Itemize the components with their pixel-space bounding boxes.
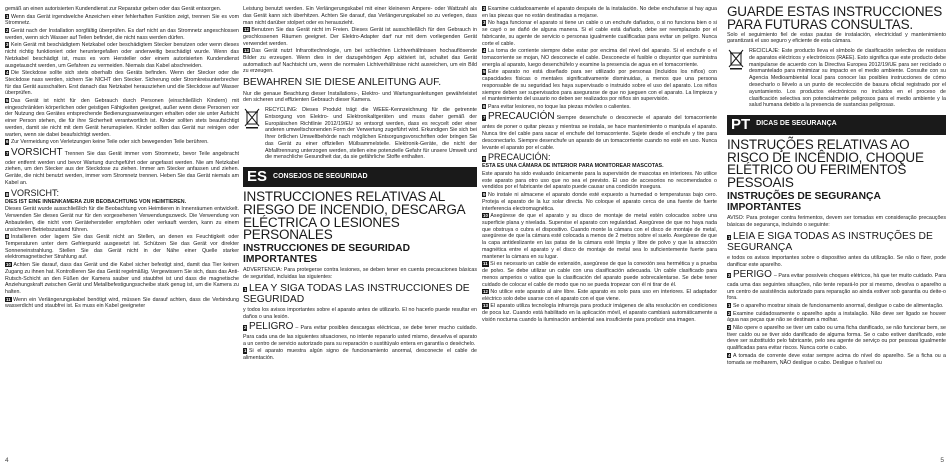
paragraph: 11 Wenn ein Verlängerungskabel benötigt wird, müssen Sie darauf achten, dass die Verbindung wasserdicht und staubfrei ist. Es muss ein Kabel geeigneter xyxy=(5,296,239,310)
page-number-left: 4 xyxy=(5,457,9,464)
step-badge: 8 xyxy=(483,156,486,162)
warning-vorsicht: 7 VORSICHT Trennen Sie das Gerät immer vom Stromnetz, bevor Teile angebracht oder entfernt werden und bevor Wartung durchgeführt oder angefasst werden. Nie am Netzkabel ziehen, um den Stecker aus der Steckdose zu ziehen. Immer am Stecker anfassen und ziehen. Geräte, die nicht benutzt werden, immer vom Stromnetz trennen. Heben Sie das Gerät niemals am Kabel an. xyxy=(5,146,239,186)
column-spanish-portuguese xyxy=(727,6,946,367)
paragraph: 4 La toma de corriente siempre debe estar por encima del nivel del aparato. Si el enchufe o el tomacorriente se mojan, NO desconecte el cable. Desconecte el fusible o disyuntor que suministra energía al aparato, luego desenchúfelo y examine la presencia de agua en el tomacorriente. xyxy=(482,48,717,68)
language-code: ES xyxy=(247,168,268,186)
step-badge: 3 xyxy=(483,20,486,26)
step-badge: 9 xyxy=(6,234,9,240)
step-badge: 1 xyxy=(244,348,247,354)
step-badge: 13 xyxy=(483,303,488,309)
paragraph: 3 Não opere o aparelho se tiver um cabo ou uma ficha danificado, se não funcionar bem, se tiver caído ou se tiver sido danificado de alguma forma. Se o cabo estiver danificado, este deve ser substituído pelo fabricante, pelo seu agente de serviço ou por pessoas igualmente qualificadas para evitar riscos. Nunca corte o cabo. xyxy=(727,324,946,352)
section-subtitle: INSTRUCCIONES DE SEGURIDAD IMPORTANTES xyxy=(243,243,411,266)
step-badge: 10 xyxy=(6,262,11,268)
keep-instructions-heading: BEWAHREN SIE DIESE ANLEITUNG AUF. xyxy=(243,77,442,89)
step-badge: 6 xyxy=(483,103,486,109)
paragraph: Nur die genaue Beachtung dieser Installations-, Elektro- und Wartungsanleitungen gewährleistet den sicheren und effizienten Gebrauch dieser Kamera. xyxy=(243,90,477,104)
keep-instructions-heading: GUARDE ESTAS INSTRUCCIONES PARA FUTURAS CONSULTAS. xyxy=(727,4,943,32)
step-badge: 12 xyxy=(244,27,249,33)
read-follow-heading: 1 LEIA E SIGA TODAS AS INSTRUÇÕES DE SEGURANÇA xyxy=(727,230,933,253)
page-number-right: 5 xyxy=(940,457,944,464)
step-badge: 2 xyxy=(244,325,247,331)
caution-paragraph: 7 PRECAUCIÓN Siempre desenchufe o desconecte el aparato del tomacorriente antes de poner o quitar piezas y mientras se instala, se hace mantenimiento o manipula el aparato. Nunca tire del cable para sacar el enchufe del tomacorriente. Sujete desde el enchufe y tire para desconectarlo. Siempre desenchufe un aparato de un tomacorriente cuando no esté en uso. Nunca levante el aparato por el cable. xyxy=(482,111,717,151)
step-badge: 1 xyxy=(244,286,247,292)
paragraph: 2 Gerät nach der Installation sorgfältig überprüfen. Es darf nicht an das Stromnetz angeschlossen werden, wenn sich Wasser auf Teilen befindet, die nicht nass werden dürfen. xyxy=(5,27,239,41)
step-badge: 1 xyxy=(728,303,731,309)
step-badge: 3 xyxy=(6,42,9,48)
step-badge: 5 xyxy=(6,97,9,103)
paragraph: 13 El aparato utiliza tecnología infrarroja para producir imágenes de alta resolución en condiciones de poca luz. Cuando está habilitado en la aplicación móvil, el aparato cambiará automáticamente a visión nocturna cuando la iluminación ambiental sea insuficiente para producir una imagen. xyxy=(482,303,717,323)
column-german xyxy=(5,6,239,311)
paragraph: 13 Das Gerät nutzt Infrarottechnologie, um bei schlechten Lichtverhältnissen hochauflösende Bilder zu erzeugen. Wenn dies in der dazugehörigen App aktiviert ist, schaltet das Gerät automatisch auf Nachtsicht um, wenn die normalen Lichtverhältnisse nicht ausreichen, um ein Bild zu erzeugen. xyxy=(243,48,477,75)
step-badge: 1 xyxy=(6,13,9,19)
recycling-notice xyxy=(727,48,946,110)
caution-subheading: DIES IST EINE INNENKAMERA ZUR BEOBACHTUNG VON HEIMTIEREN. xyxy=(5,198,187,205)
step-badge: 4 xyxy=(483,48,486,54)
step-badge: 4 xyxy=(728,352,731,358)
section-title: DICAS DE SEGURANÇA xyxy=(756,120,837,128)
step-badge: 1 xyxy=(728,234,731,240)
read-follow-heading: 1 LEA Y SIGA TODAS LAS INSTRUCCIONES DE SEGURIDAD xyxy=(243,282,470,305)
section-subtitle: INSTRUÇÕES DE SEGURANÇA IMPORTANTES xyxy=(727,191,881,213)
recycling-text: RECICLAJE: Este producto lleva el símbolo de clasificación selectiva de residuos de aparatos eléctricos y electrónicos (RAEE). Esto significa que este producto debe manipularse de acuerdo con la Directiva Europea 2012/19/UE para ser reciclado o desmantelado para minimizar su impacto en el medio ambiente. Consulte con su Agencia Medioambiental local para conocer las posibles instrucciones de cómo desecharlo o llévelo a un punto de recolección de basura oficial registrado por el ayuntamiento. Los productos electrónicos no incluidos en el proceso de clasificación selectiva son potencialmente peligrosos para el medio ambiente y la salud humana debido a la presencia de sustancias peligrosas. xyxy=(749,48,946,109)
step-badge: 11 xyxy=(483,261,488,267)
paragraph: 1 Si el aparato muestra algún signo de funcionamiento anormal, desconecte el cable de alimentación. xyxy=(243,348,477,362)
paragraph: 6 Para evitar lesiones, no toque las piezas móviles o calientes. xyxy=(483,103,631,110)
paragraph: 12 Benutzen Sie das Gerät nicht im Freien. Dieses Gerät ist ausschließlich für den Gebrauch in geschlossenen Räumen geeignet. Der Elektro-Adapter darf nur mit dem vorliegenden Gerät verwendet werden. xyxy=(243,27,477,47)
paragraph: 5 Das Gerät ist nicht für den Gebrauch durch Personen (einschließlich Kindern) mit eingeschränkten körperlichen oder geistigen Fähigkeiten geeignet, außer wenn diese Personen vor der Nutzung des Gerätes entsprechende Bedienungsanweisungen erhalten oder sie unter Aufsicht einer Person stehen, die für ihre Sicherheit verantwortlich ist. Kinder sollten stets beaufsichtigt werden, damit sie nicht mit dem Gerät herumspielen. Kinder sollten das Gerät nur reinigen oder warten, wenn sie dabei beaufsichtigt werden. xyxy=(5,97,239,138)
step-badge: 2 xyxy=(483,6,486,11)
column-spanish xyxy=(482,6,717,325)
danger-paragraph: 2 PELIGRO – Para evitar posibles descargas eléctricas, se debe tener mucho cuidado. Para cada una de las siguientes situaciones, no intente repararlo usted mismo, devuelva el aparato a un centro de servicio autorizado para su reparación o sustitúyalo entera en garantía o deséchelo. xyxy=(243,321,477,347)
section-bar-es xyxy=(243,167,477,187)
language-code: PT xyxy=(731,116,751,134)
step-badge: 9 xyxy=(483,191,486,197)
warning-paragraph: AVISO: Para proteger contra ferimentos, devem ser tomadas em consideração precauções básicas de segurança, incluindo o seguinte: xyxy=(727,215,946,228)
step-badge: 13 xyxy=(244,48,249,54)
paragraph: 6 Zur Vermeidung von Verletzungen keine Teile oder sich bewegenden Teile berühren. xyxy=(6,139,209,146)
paragraph: 12 No utilice este aparato al aire libre. Este aparato es solo para uso en interiores. El adaptador eléctrico solo debe usarse con el aparato con el que viene. xyxy=(482,289,717,302)
column-german-spanish xyxy=(243,6,477,363)
paragraph: 3 Kein Gerät mit beschädigtem Netzkabel oder beschädigtem Stecker benutzen oder wenn dieses nicht richtig funktioniert oder heruntergefallen oder anderweitig beschädigt wurde. Wenn das Netzkabel beschädigt ist, muss es vom Hersteller oder einem autorisierten Kundendienst ausgetauscht werden, um Gefahren zu vermeiden. Niemals das Kabel abschneiden. xyxy=(5,42,239,69)
paragraph: 10 Asegúrese de que el aparato y su disco de montaje de metal estén colocados sobre una superficie plana y nivelada. Supervise el aparato con regularidad. Asegúrese de que no haya nada que obstruya o cubra el dispositivo. Cuando monte la cámara con el disco de montaje de metal, asegúrese de que la cámara esté colocada a menos de 2 metros sobre el suelo. Asegúrese de que la capa antideslizante en las patas de la cámara esté limpia y libre de polvo y que la atracción magnética entre el aparato y el disco de montaje de metal sea lo suficientemente fuerte para mantener la cámara en su lugar. xyxy=(482,213,717,260)
paragraph: 10 Achten Sie darauf, dass das Gerät und die Kabel sicher befestigt sind, damit das Tier keinen Zugang zu ihnen hat. Kontrollieren Sie das Gerät regelmäßig. Vergewissern Sie sich, dass das Anti-Rutsch-Schicht an den Füßen der Kamera sauber und staubfrei ist und dass die magnetische Anziehungskraft zwischen Gerät und Metallbefestigungsscheibe stark genug ist, um die Kamera zu halten. xyxy=(5,262,239,296)
section-bar-pt xyxy=(727,115,946,135)
paragraph: 3 No haga funcionar el aparato si tiene un cable o un enchufe dañados, o si no funciona bien o si se cayó o se dañó de alguna manera. Si el cable está dañado, debe ser reemplazado por el fabricante, su agente de servicio o personas igualmente cualificadas para evitar un peligro. Nunca corte el cable. xyxy=(482,20,717,47)
danger-paragraph: 2 PERIGO – Para evitar possíveis choques elétricos, há que ter muito cuidado. Para cada uma das seguintes situações, não tente repará-lo por si mesmo, devolva o aparelho a um centro de assistência autorizado para reparação ao ainda estiver sob garantia ou deite-o fora. xyxy=(727,269,946,302)
step-badge: 5 xyxy=(483,69,486,75)
step-badge: 7 xyxy=(6,150,9,156)
step-badge: 4 xyxy=(6,70,9,76)
paragraph: 2 Examine cuidadosamente el aparato después de la instalación. No debe enchufarse si hay agua en las piezas que no están destinadas a mojarse. xyxy=(482,6,717,19)
recycling-notice xyxy=(243,107,477,162)
paragraph: y todos los avisos importantes sobre el aparato antes de utilizarlo. El no hacerlo puede resultar en daños o una lesión. xyxy=(243,306,477,320)
paragraph: 2 Examine cuidadosamente o aparelho após a instalação. Não deve ser ligado se houver água nas peças que não se destinam a molhar. xyxy=(727,310,946,324)
paragraph: Dieses Gerät wurde ausschließlich für die Beobachtung von Heimtieren in Innenräumen entwickelt. Verwenden Sie dieses Gerät nur für den vorgesehenen Verwendungszweck. Die Verwendung von Anbauteilen, die nicht vom Gerätehersteller empfohlen oder verkauft werden, kann zu einem unsicheren Betriebszustand führen. xyxy=(5,206,239,233)
paragraph: 1 Wenn das Gerät irgendwelche Anzeichen einer fehlerhaften Funktion zeigt, trennen Sie es vom Stromnetz. xyxy=(5,13,239,27)
step-badge: 8 xyxy=(6,191,9,197)
caution-heading: 8 VORSICHT: xyxy=(6,187,59,198)
section-main-title: INSTRUCCIONES RELATIVAS AL RIESGO DE INCENDIO, DESCARGA ELÉCTRICA O LESIONES PERSONALES xyxy=(243,189,465,243)
paragraph: 5 Este aparato no está diseñado para ser utilizado por personas (incluidos los niños) con capacidades físicas o mentales significativamente disminuidas, a menos que una persona responsable de su seguridad les haya supervisado o instruido sobre el uso del aparato. Los niños siempre deben ser supervisados para asegurarse de que no jueguen con el aparato. La limpieza y el mantenimiento del usuario no deben ser realizados por niños sin supervisión. xyxy=(482,69,717,103)
step-badge: 2 xyxy=(728,310,731,316)
step-badge: 2 xyxy=(6,27,9,33)
step-badge: 7 xyxy=(483,115,486,121)
step-badge: 2 xyxy=(728,273,731,279)
paragraph: Este aparato ha sido evaluado únicamente para la supervisión de mascotas en interiores. No utilice este aparato para otro uso que no sea el previsto. El uso de accesorios no recomendados o vendidos por el fabricante del aparato puede causar una condición insegura. xyxy=(482,170,717,191)
paragraph: 11 Si es necesario un cable de extensión, asegúrese de que la conexión sea hermética y a prueba de polvo. Se debe utilizar un cable con una clasificación adecuada. Un cable clasificado para menos amperios o vatios que la clasificación del aparato puede sobrecalentarse. Se debe tener cuidado de colocar el cable de modo que no se pueda tropezar con él ni tirar de él. xyxy=(482,261,717,288)
step-badge: 12 xyxy=(483,289,488,295)
section-title: CONSEJOS DE SEGURIDAD xyxy=(273,172,368,180)
step-badge: 10 xyxy=(483,213,488,219)
paragraph: 4 A tomada de corrente deve estar sempre acima do nível do aparelho. Se a ficha ou a tomada se molharem, NÃO desligue o cabo. Desligue o fusível ou xyxy=(727,352,946,366)
step-badge: 11 xyxy=(6,296,11,302)
paragraph: Solo el seguimiento fiel de estas pautas de instalación, electricidad y mantenimiento garantizará el uso seguro y eficiente de esta cámara. xyxy=(727,31,946,45)
step-badge: 3 xyxy=(728,324,731,330)
paragraph: e todos os avisos importantes sobre o dispositivo antes da utilização. Se não o fizer, pode danificar este aparelho. xyxy=(727,254,946,268)
warning-paragraph: ADVERTENCIA: Para protegerse contra lesiones, se deben tener en cuenta precauciones básicas de seguridad, incluidas las siguientes: xyxy=(243,267,477,281)
weee-bin-icon xyxy=(243,107,261,129)
weee-bin-icon xyxy=(727,48,745,70)
recycling-text: RECYCLING: Dieses Produkt trägt die WEEE-Kennzeichnung für die getrennte Entsorgung von Elektro- und Elektronikaltgeräten und muss daher gemäß der Europäischen Richtlinie 2012/19/EU so entsorgt werden, dass es recycelt oder einer anderen umweltschonenden Form der Verwertung zugeführt wird. Erkundigen Sie sich bei Ihrer örtlichen Umweltbehörde nach möglichen Entsorgungsvorschriften oder bringen Sie das Gerät zu einer offiziellen Müllsammelstelle. Elektronik-Geräte, die nicht der Abfalltrennung unterzogen werden, stellen eine potenzielle Gefahr für unsere Umwelt und die menschliche Gesundheit dar, da sie gefährliche Stoffe enthalten. xyxy=(265,107,477,161)
paragraph: gemäß an einen autorisierten Kundendienst zur Reparatur geben oder das Gerät entsorgen. xyxy=(5,6,222,12)
step-badge: 6 xyxy=(6,139,9,145)
paragraph: 9 No instale ni almacene el aparato donde esté expuesto a humedad o temperaturas bajo cero. Proteja el aparato de la luz solar directa. No coloque el aparato cerca de una fuente de fuerte interferencia electromagnética. xyxy=(482,191,717,212)
caution-subheading: ESTA ES UNA CÁMARA DE INTERIOR PARA MONITOREAR MASCOTAS. xyxy=(482,163,664,170)
paragraph: 1 Se o aparelho mostrar sinais de funcionamento anormal, desligue o cabo de alimentação. xyxy=(728,303,944,310)
paragraph: 9 Installieren oder lagern Sie das Gerät nicht an Stellen, an denen es Feuchtigkeit oder Temperaturen unter dem Gefrierpunkt ausgesetzt ist. Schützen Sie das Gerät vor direkter Sonneneinstrahlung. Stellen Sie das Gerät nicht in der Nähe einer Quelle starker elektromagnetischer Strahlung auf. xyxy=(5,234,239,261)
paragraph: Leistung benutzt werden. Ein Verlängerungskabel mit einer kleineren Ampere- oder Wattzahl als das Gerät kann sich überhitzen. Achten Sie darauf, das Verlängerungskabel so zu verlegen, dass man nicht darüber stolpert oder es herauszieht. xyxy=(243,6,477,26)
section-main-title: INSTRUÇÕES RELATIVAS AO RISCO DE INCÊNDIO, CHOQUE ELÉTRICO OU FERIMENTOS PESSOAIS xyxy=(727,136,924,191)
paragraph: 4 Die Steckdose sollte sich stets oberhalb des Geräts befinden. Wenn der Stecker oder die Steckdose nass werden, sichern Sie NICHT den Stecker. Sicherung oder Stromkreisunterbrecher für das Gerät ausschalten. Erst danach das Netzkabel herausziehen und die Steckdose auf Wasser überprüfen. xyxy=(5,70,239,97)
caution-heading: 8 PRECAUCIÓN: xyxy=(483,152,551,163)
